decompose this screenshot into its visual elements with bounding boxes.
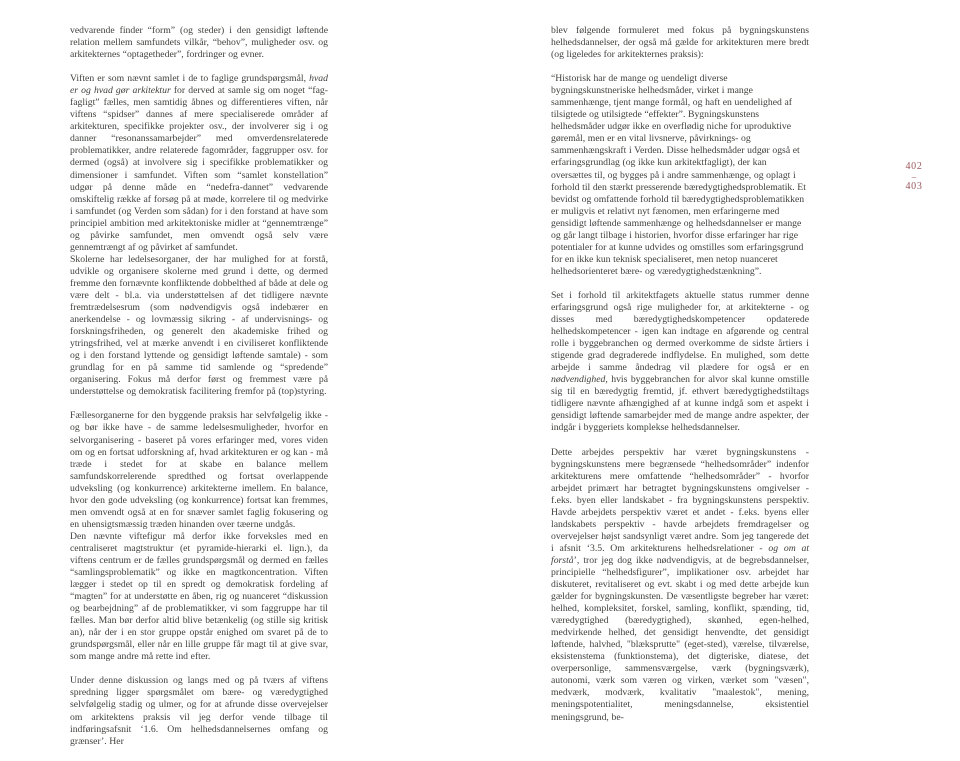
quote-block: “Historisk har de mange og uendeligt diverse bygningskunstneriske helhedsmåder, virket i mange sammenhænge, tjent mange formål, og haft en uendelighed af tilsigtede og utilsigtede “effekter”. Bygningskunstens helhedsmåder udgør ikke en overflødig niche for uproduktive gøremål, men er en vital livsnerve, påvirknings- og sammenhængskraft i Verden. Disse helhedsmåder udgør også et erfaringsgrundlag (og ikke kun arkitektfagligt), der kan oversættes til, og bygges på i andre sammenhænge, og oplagt i forhold til den stærkt presserende bæredygtighedsproblematik. Et bevidst og omfattende forhold til bæredygtighedsproblematikken er muligvis et relativt nyt fænomen, men erfaringerne med gensidigt løftende sammenhænge og helhedsdannelser er mange og går langt tilbage i historien, hvorfor disse erfaringer har rige potentialer for at kunne udvides og omstilles som erfaringsgrund for en ikke kun teknisk specialiseret, men netop nuanceret helhedsorienteret bære- og væredygtighedstænkning”.: [551, 73, 806, 277]
italic-phrase: nødvendighed: [551, 374, 606, 386]
paragraph-text: , hvis byggebranchen for alvor skal kunne omstille sig til en bæredygtig fremtid, jf. ethvert bæredygtighedstiltags tidligere nævnte afhængighed af at kunne indgå som et aspekt i gensidigt løftende samarbejder med de mange andre aspekter, der indgår i byggeriets komplekse helhedsdannelser.: [551, 374, 809, 434]
paragraph-text: Set i forhold til arkitektfagets aktuelle status rummer denne erfaringsgrund også rige muligheder for, at arkitekterne - og disses med bæredygtighedskompetencer opdaterede helhedskompetencer - igen kan indtage en afgørende og central rolle i byggebranchen og dermed overkomme de sidste årtiers i stigende grad degraderede indflydelse. En mulighed, som dette arbejde i samme åndedrag vil plædere for også er en: [551, 289, 809, 374]
paragraph: blev følgende formuleret med fokus på bygningskunstens helhedsdannelser, der også må gælde for arkitekturen mere bredt (og ligeledes for arkitekternes praksis):: [551, 25, 809, 61]
paragraph-text: ’, tror jeg dog ikke nødvendigvis, at de begrebsdannelser, principielle “helhedsfigurer”, implikationer osv. arbejdet har diskuteret, revitaliseret og evt. skabt i og med dette arbejde kun gælder for bygningskunsten. De væsentligste begreber har været: helhed, kompleksitet, forskel, samling, konflikt, spænding, tid, væredygtighed (bæredygtighed), skønhed, egen-helhed, medvirkende helhed, det gensidigt henvendte, det gensidigt løftende, halvhed, "blæksprutte" (eget-sted), værelse, tilværelse, eksistenstema (funktionstema), det digteriske, diatese, det overpersonlige, sammensværgelse, værk (bygningsværk), autonomi, værk som væren og virken, værket som "væsen", medværk, modværk, kvalitativ "maalestok", mening, meningspotentialitet, meningsdannelse, eksistentiel meningsgrund, be-: [551, 554, 809, 723]
paragraph-text: for derved at samle sig om noget “fag-fagligt” fælles, men samtidig åbnes og differentieres viften, når viftens “spidser” dannes af mere specialiserede områder af arkitekturen, specifikke projekter osv., der involverer sig i og danner “resonanssamarbejder” med omverdensrelaterede problematikker, andre relaterede fagområder, faggrupper osv. for dermed (også) at involvere sig i specifikke problematikker og dimensioner i samfundet. Viften som “samlet konstellation” udgør på denne måde en “nedefra-dannet” vedvarende omskiftelig række af forsøg på at møde, korrelere til og medvirke i samfundet (og Verden som sådan) for i den forstand at have som principiel ambition med arkitektoniske midler at “gennemtrænge” og påvirke samfundet, men omvendt også selv være gennemtrængt af og påvirket af samfundet.: [70, 85, 328, 253]
paragraph: [70, 73, 328, 254]
page-number: [899, 161, 929, 192]
paragraph-text: Viften er som nævnt samlet i de to faglige grundspørgsmål,: [70, 73, 310, 85]
page-number-separator: –: [911, 171, 917, 182]
page-number-top: 402: [905, 161, 923, 172]
page-number-bottom: 403: [905, 180, 923, 192]
paragraph-text: Dette arbejdes perspektiv har været bygningskunstens - bygningskunstens mere begrænsede “helhedsområder” indenfor arkitekturens mere omfattende “helhedsområder” - hvorfor arbejdet primært har betragtet bygningskunstens omgivelser - f.eks. byen eller landskabet - fra bygningskunstens perspektiv. Havde arbejdets perspektiv været et andet - f.eks. byens eller landskabets perspektiv - havde arbejdets fremdragelser og overvejelser højst sandsynligt været andre. Som jeg tangerede det i afsnit ‘3.5. Om arkitekturens helhedsrelationer -: [551, 446, 809, 554]
paragraph: Fællesorganerne for den byggende praksis har selvfølgelig ikke - og bør ikke have - de samme ledelsesmuligheder, hvorfor en selvorganisering - baseret på vores erfaringer med, vores viden om og en fortsat udforskning af, hvad arkitekturen er og kan - må træde i stedet for at skabe en balance mellem samfundskorrelerende spredthed og fortsat overlappende udveksling (og konkurrence) arkitekterne imellem. En balance, hvor den gode udveksling (og konkurrence) fortsat kan fremmes, men omvendt også at en for snæver samlet faglig fokusering og en uhensigtsmæssig træden hinanden over tæerne undgås.: [70, 410, 328, 530]
paragraph: Under denne diskussion og langs med og på tværs af viftens spredning ligger spørgsmålet om bære- og væredygtighed selvfølgelig stadig og ulmer, og for at afrunde disse overvejelser om arkitektens praksis vil jeg derfor vende tilbage til indføringsafsnit ‘1.6. Om helhedsdannelsernes omfang og grænser’. Her: [70, 675, 328, 747]
italic-phrase: og om at forstå: [551, 542, 810, 566]
right-page-column: [551, 25, 809, 724]
paragraph: Skolerne har ledelsesorganer, der har mulighed for at forstå, udvikle og organisere skolerne med grund i dette, og dermed fremme den fornævnte konfliktende dobbelthed af både at dele og være delt - bl.a. via understøttelsen af det tidligere nævnte fremtrædelsesrum (som nødvendigvis også indebærer en anerkendelse - og lovmæssig sikring - af undervisnings- og forskningsfriheden, og generelt den akademiske frihed og ytringsfrihed, vel at mærke anvendt i en civiliseret konfliktende og i den forstand lyttende og gensidigt løftende samtale) - som grundlag for en på samme tid samlende og “spredende” organisering. Fokus må derfor først og fremmest være på understøttelse og demokratisk facilitering fremfor på (top)styring.: [70, 253, 328, 398]
paragraph: [551, 447, 809, 724]
paragraph: [551, 290, 809, 435]
paragraph: vedvarende finder “form” (og steder) i den gensidigt løftende relation mellem samfundets vilkår, “behov”, muligheder osv. og arkitekternes “optagetheder”, fordringer og evner.: [70, 25, 328, 61]
paragraph: Den nævnte viftefigur må derfor ikke forveksles med en centraliseret magtstruktur (et pyramide-hierarki el. lign.), da viftens centrum er de fælles grundspørgsmål og dermed en fælles “samlingsproblematik” og ikke en magtkoncentration. Viften lægger i stedet op til en spredt og demokratisk fordeling af “magten” for at understøtte en åben, rig og nuanceret “diskussion og bearbejdning” af de problematikker, vi som faggruppe har til fælles. Man bør derfor altid blive betænkelig (og stille sig kritisk an), når der i en stor gruppe opstår enighed om svaret på de to grundspørgsmål, eller når en lille gruppe får magt til at give svar, som mange andre må rette ind efter.: [70, 530, 328, 663]
left-page-column: [70, 25, 328, 748]
italic-phrase: hvad er og hvad gør arkitektur: [70, 73, 328, 97]
